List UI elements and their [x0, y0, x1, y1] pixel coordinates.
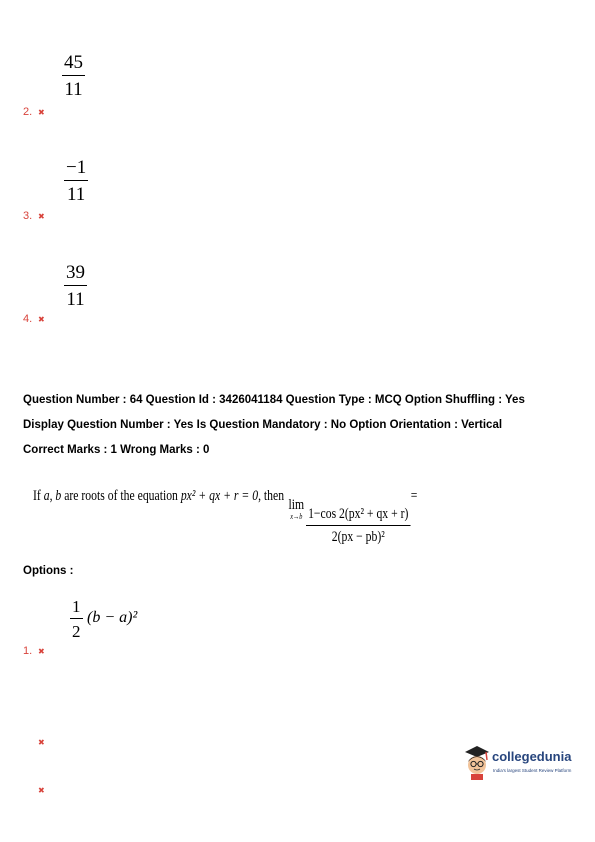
fraction-denominator: 2 — [72, 622, 81, 641]
wrong-mark-icon: ✖ — [38, 212, 45, 221]
fraction-denominator: 11 — [66, 289, 85, 310]
option-1-coefficient — [70, 598, 83, 640]
question-text — [33, 488, 417, 546]
fraction-denominator: 11 — [66, 184, 86, 205]
option-1-expression: (b − a)² — [87, 609, 138, 626]
prev-option-2-fraction — [64, 158, 88, 204]
wrong-mark-icon: ✖ — [38, 315, 45, 324]
logo-name: collegedunia — [492, 749, 572, 764]
limit-label: lim — [288, 497, 305, 513]
equals-sign: = — [410, 488, 418, 504]
var-a: a — [43, 488, 50, 504]
question-meta-line-2: Display Question Number : Yes Is Question Mandatory : No Option Orientation : Vertical — [23, 419, 503, 431]
prev-option-4-number: 4. — [23, 313, 33, 325]
wrong-mark-icon: ✖ — [38, 108, 45, 117]
fraction-numerator: 45 — [64, 52, 83, 73]
question-then: , then — [258, 488, 287, 504]
fraction-numerator: 39 — [66, 262, 85, 283]
question-meta-line-3: Correct Marks : 1 Wrong Marks : 0 — [23, 444, 210, 456]
prev-option-1-fraction — [62, 53, 85, 99]
question-meta-line-1: Question Number : 64 Question Id : 3426041184 Question Type : MCQ Option Shuffling : Yes — [23, 394, 525, 406]
fraction-numerator: 1 — [72, 597, 81, 616]
fraction-numerator: −1 — [66, 157, 87, 178]
limit-denominator: 2(px − pb)² — [331, 529, 385, 545]
wrong-mark-icon: ✖ — [38, 647, 45, 656]
question-middle: are roots of the equation — [61, 488, 181, 504]
mascot-icon — [462, 744, 492, 780]
prev-option-3-fraction — [64, 263, 87, 309]
var-b: b — [55, 488, 62, 504]
question-prefix: If — [33, 488, 44, 504]
option-1-number: 1. — [23, 645, 33, 657]
limit-numerator: 1−cos 2(px² + qx + r) — [308, 506, 409, 522]
fraction-denominator: 11 — [64, 79, 83, 100]
wrong-mark-icon: ✖ — [38, 786, 45, 795]
wrong-mark-icon: ✖ — [38, 738, 45, 747]
prev-option-2-number: 2. — [23, 106, 33, 118]
collegedunia-logo — [462, 742, 580, 782]
limit-operator — [289, 498, 305, 521]
question-comma: , — [49, 488, 56, 504]
logo-tagline: India's largest Student Review Platform — [493, 768, 572, 773]
question-equation: px² + qx + r = 0 — [180, 488, 259, 504]
limit-fraction — [306, 506, 411, 546]
options-label: Options : — [23, 565, 74, 577]
prev-option-3-number: 3. — [23, 210, 33, 222]
limit-subscript: x→b — [290, 512, 303, 521]
